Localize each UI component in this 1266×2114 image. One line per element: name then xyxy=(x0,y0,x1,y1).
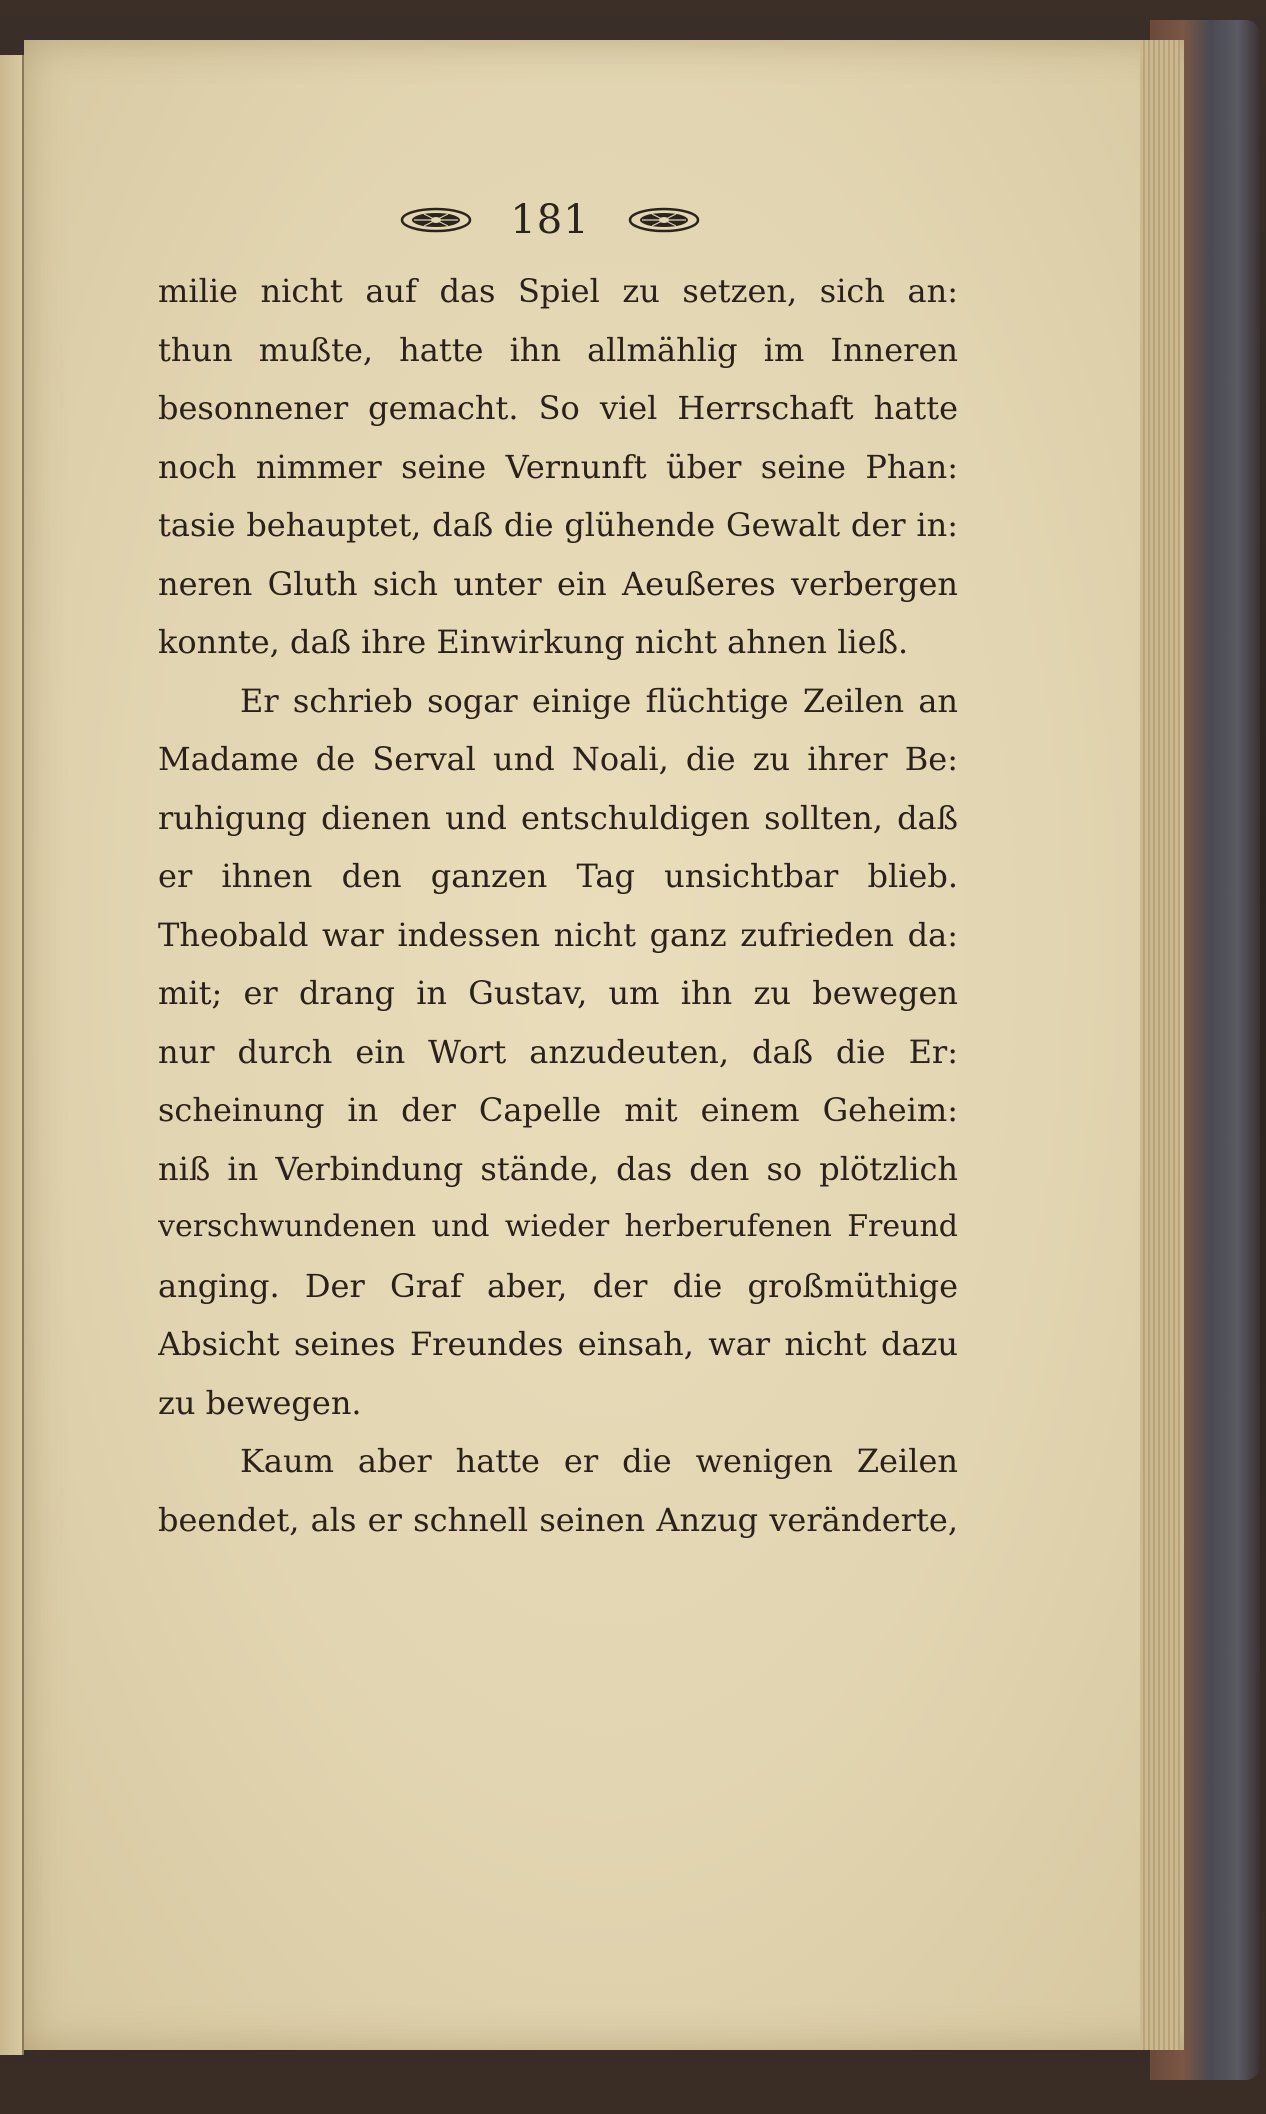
text-line: nur durch ein Wort anzudeuten, daß die Er: xyxy=(158,1032,958,1071)
text-line: beendet, als er schnell seinen Anzug veränderte, xyxy=(158,1500,958,1539)
left-page-edge xyxy=(0,55,24,2055)
text-line: Absicht seines Freundes einsah, war nicht dazu xyxy=(158,1325,958,1363)
text-line: milie nicht auf das Spiel zu setzen, sich an: xyxy=(158,272,958,310)
page-number: 181 xyxy=(510,197,590,243)
text-line: Theobald war indessen nicht ganz zufrieden da: xyxy=(158,915,958,954)
text-line: er ihnen den ganzen Tag unsichtbar blieb. xyxy=(158,857,958,895)
text-line: anging. Der Graf aber, der die großmüthige xyxy=(158,1266,958,1305)
text-line: Kaum aber hatte er die wenigen Zeilen xyxy=(240,1442,958,1480)
text-line: niß in Verbindung stände, das den so plötzlich xyxy=(158,1149,958,1188)
left-ornament-icon xyxy=(400,206,472,234)
text-line: besonnener gemacht. So viel Herrschaft hatte xyxy=(158,389,958,427)
page-edges xyxy=(1140,40,1180,2050)
text-line: tasie behauptet, daß die glühende Gewalt der in: xyxy=(158,506,958,544)
page-header xyxy=(390,190,710,250)
right-ornament-icon xyxy=(628,206,700,234)
text-line: noch nimmer seine Vernunft über seine Phan: xyxy=(158,447,958,486)
text-line: zu bewegen. xyxy=(158,1383,362,1422)
text-line: neren Gluth sich unter ein Aeußeres verbergen xyxy=(158,564,958,603)
text-line: mit; er drang in Gustav, um ihn zu bewegen xyxy=(158,974,958,1012)
text-line: Madame de Serval und Noali, die zu ihrer Be: xyxy=(158,740,958,778)
text-line: verschwundenen und wieder herberufenen Freund xyxy=(158,1209,958,1244)
text-line: thun mußte, hatte ihn allmählig im Inneren xyxy=(158,330,958,369)
text-line: konnte, daß ihre Einwirkung nicht ahnen ließ. xyxy=(158,623,909,661)
text-line: Er schrieb sogar einige flüchtige Zeilen an xyxy=(240,681,958,720)
text-line: ruhigung dienen und entschuldigen sollten, daß xyxy=(158,798,958,837)
text-line: scheinung in der Capelle mit einem Geheim: xyxy=(158,1091,958,1129)
body-text xyxy=(158,262,958,1549)
